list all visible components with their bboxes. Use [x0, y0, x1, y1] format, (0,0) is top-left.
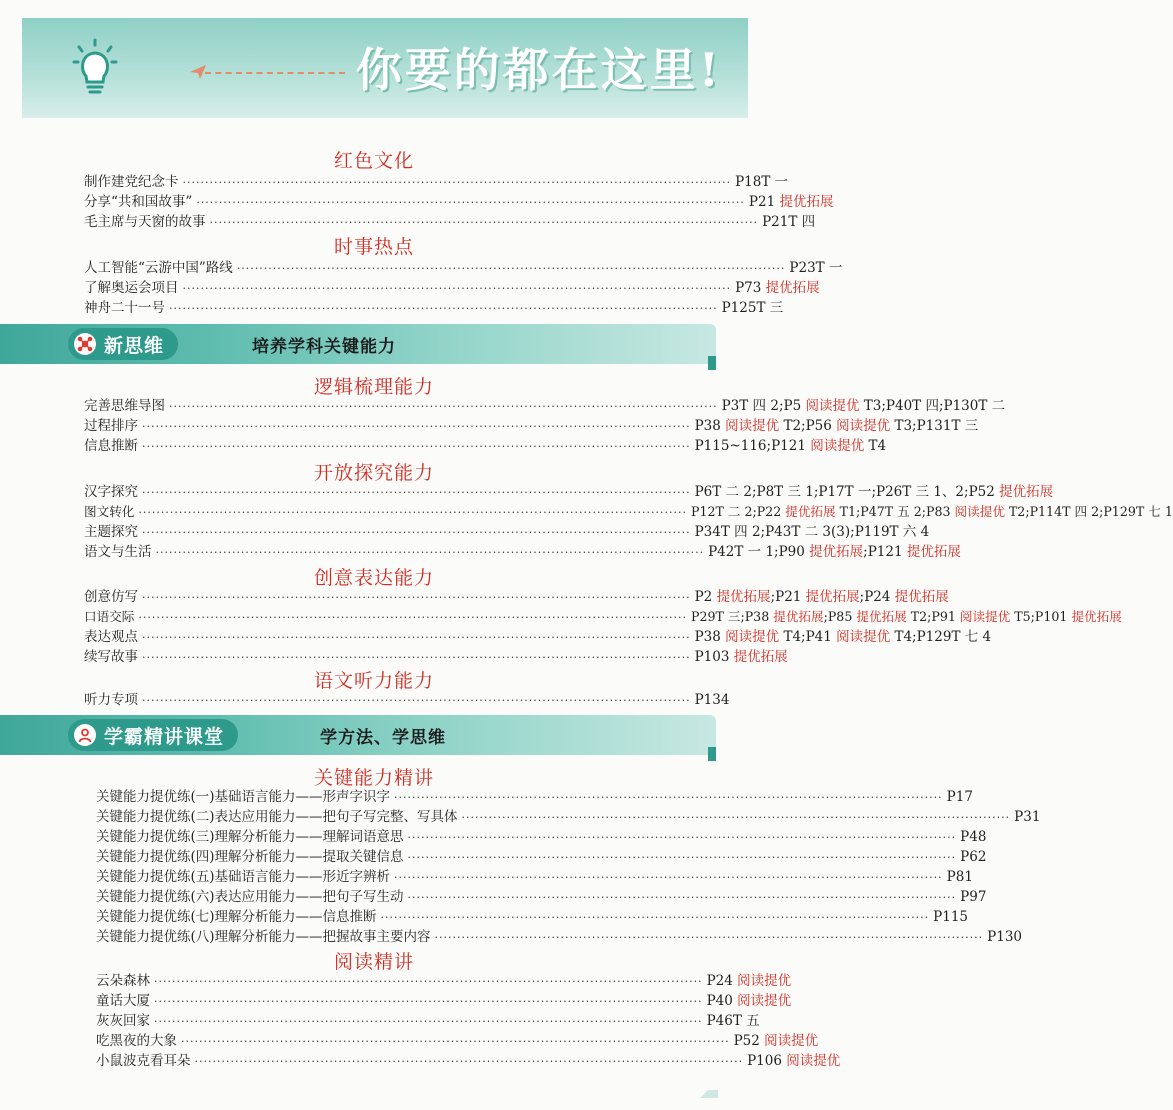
row-label: 神舟二十一号 [84, 300, 165, 316]
row-ref: P23T 一 [789, 260, 843, 276]
ref-text: T2;P114T 四 2;P129T 七 1 [1004, 504, 1173, 519]
leader-dots: ·························································································································· [142, 651, 691, 664]
leader-dots: ·························································································································· [380, 911, 930, 924]
corner-decoration [700, 1080, 718, 1098]
toc-row[interactable] [84, 172, 789, 192]
ref-tag: 提优拓展 [894, 589, 949, 605]
ref-text: P12T 二 2;P22 [690, 504, 786, 519]
row-ref: P48 [960, 829, 987, 845]
leader-dots: ·························································································································· [182, 282, 732, 295]
ref-tag: 提优拓展 [805, 589, 860, 605]
toc-row[interactable] [84, 416, 979, 436]
row-label: 制作建党纪念卡 [84, 174, 179, 190]
toc-row[interactable] [84, 522, 930, 542]
toc-row[interactable] [84, 212, 816, 232]
row-label: 表达观点 [84, 629, 138, 645]
leader-dots: ·························································································································· [142, 591, 691, 604]
ref-tag: 阅读提优 [836, 418, 891, 434]
leader-dots: ·························································································································· [196, 196, 745, 209]
row-label: 人工智能“云游中国”路线 [84, 260, 233, 276]
toc-row[interactable] [96, 927, 1022, 947]
banner-title: 你要的都在这里! [355, 43, 722, 97]
row-ref: P24 [706, 973, 733, 989]
leader-dots: ·························································································································· [169, 302, 718, 315]
leader-dots: ·························································································································· [407, 891, 957, 904]
ref-tag: 提优拓展 [809, 544, 864, 560]
toc-row[interactable] [84, 482, 1054, 502]
section-title-shishi: 时事热点 [333, 236, 414, 258]
row-label: 毛主席与天窗的故事 [84, 214, 206, 230]
leader-dots: ·························································································································· [394, 871, 943, 884]
ref-tag: 提优拓展 [733, 649, 788, 665]
dashed-trail [205, 72, 345, 74]
leader-dots: ·························································································································· [142, 420, 691, 433]
row-label: 分享“共和国故事” [84, 194, 193, 210]
toc-row[interactable] [96, 1011, 760, 1031]
row-label: 小鼠波克看耳朵 [96, 1053, 191, 1069]
top-banner [0, 0, 748, 118]
row-label: 创意仿写 [84, 589, 138, 605]
row-label: 云朵森林 [96, 973, 150, 989]
row-label: 主题探究 [84, 524, 138, 540]
ref-tag: 阅读提优 [836, 629, 891, 645]
row-ref: P73 [735, 280, 762, 296]
toc-row[interactable] [84, 690, 730, 710]
section-title-guanjian: 关键能力精讲 [313, 767, 434, 789]
toc-row[interactable] [96, 807, 1041, 827]
toc-row[interactable] [96, 827, 987, 847]
section-band-xueba [0, 715, 716, 755]
row-ref: P106 [747, 1053, 782, 1069]
toc-row[interactable] [96, 991, 792, 1011]
ref-tag: 阅读提优 [954, 504, 1005, 519]
row-ref: P125T 三 [721, 300, 784, 316]
ref-text: T2;P91 [906, 609, 960, 624]
toc-row[interactable] [96, 1051, 841, 1071]
leader-dots: ·························································································································· [142, 440, 691, 453]
toc-row[interactable] [84, 396, 1006, 416]
row-ref: P17 [946, 789, 973, 805]
row-ref: P40 [706, 993, 733, 1009]
leader-dots: ·························································································································· [154, 1015, 703, 1028]
row-ref: P81 [946, 869, 973, 885]
row-tag: 提优拓展 [765, 280, 820, 296]
row-label: 图文转化 [84, 504, 135, 519]
row-label: 关键能力提优练(三)理解分析能力——理解词语意思 [96, 829, 404, 845]
toc-row[interactable] [96, 887, 987, 907]
row-label: 关键能力提优练(七)理解分析能力——信息推断 [96, 909, 377, 925]
leader-dots: ·························································································································· [394, 791, 943, 804]
leader-dots: ·························································································································· [182, 176, 732, 189]
ref-text: P38 [694, 629, 726, 645]
section-title-hongse: 红色文化 [333, 150, 414, 172]
toc-row[interactable] [84, 278, 820, 298]
ref-text: P115~116;P121 [694, 438, 811, 454]
ref-text: P42T 一 1;P90 [708, 544, 810, 560]
row-label: 关键能力提优练(六)表达应用能力——把句子写生动 [96, 889, 404, 905]
row-ref: P21 [748, 194, 776, 210]
ref-text: P2 [694, 589, 717, 605]
toc-row[interactable] [96, 787, 973, 807]
row-label: 关键能力提优练(五)基础语言能力——形近字辨析 [96, 869, 391, 885]
row-tag: 阅读提优 [737, 973, 792, 989]
row-label: 童话大厦 [96, 993, 150, 1009]
ref-tag: 阅读提优 [959, 609, 1011, 624]
leader-dots: ·························································································································· [194, 1055, 744, 1068]
ref-text: ;P24 [859, 589, 895, 605]
ref-text: T3;P131T 三 [890, 418, 979, 434]
ref-tag: 提优拓展 [785, 504, 836, 519]
ref-text: T4;P129T 七 4 [890, 629, 992, 645]
ref-text: P103 [694, 649, 734, 665]
ref-text: ;P121 [863, 544, 907, 560]
section-title-kaifang: 开放探究能力 [313, 462, 434, 484]
leader-dots: ·························································································································· [236, 262, 786, 275]
ref-text: T4 [864, 438, 887, 454]
row-label: 口语交际 [84, 609, 135, 624]
row-label: 汉字探究 [84, 484, 138, 500]
lightbulb-icon [72, 38, 118, 98]
ref-tag: 提优拓展 [856, 609, 907, 624]
row-ref: P97 [960, 889, 987, 905]
row-label: 信息推断 [84, 438, 138, 454]
ref-tag: 提优拓展 [999, 484, 1054, 500]
row-ref: P46T 五 [706, 1013, 760, 1029]
section-title-chuangyi: 创意表达能力 [313, 567, 434, 589]
toc-row[interactable] [96, 847, 987, 867]
toc-row[interactable] [96, 1031, 819, 1051]
band-pill [68, 328, 178, 360]
row-ref: P31 [1014, 809, 1041, 825]
toc-row[interactable] [84, 627, 992, 647]
row-tag: 提优拓展 [779, 194, 834, 210]
ref-tag: 阅读提优 [725, 629, 780, 645]
ref-text: P38 [694, 418, 726, 434]
band-tab [708, 747, 716, 761]
row-ref: P18T 一 [735, 174, 789, 190]
row-label: 关键能力提优练(一)基础语言能力——形声字识字 [96, 789, 391, 805]
ref-text: ;P21 [770, 589, 806, 605]
section-title-luoji: 逻辑梳理能力 [313, 376, 434, 398]
band-pill-label: 新思维 [104, 334, 165, 357]
leader-dots: ·························································································································· [142, 694, 691, 707]
toc-row[interactable] [84, 258, 843, 278]
band-pill [68, 719, 238, 751]
ref-tag: 阅读提优 [725, 418, 780, 434]
band-subtitle: 学方法、学思维 [320, 728, 446, 748]
ref-tag: 阅读提优 [810, 438, 865, 454]
ref-tag: 提优拓展 [906, 544, 961, 560]
leader-dots: ·························································································································· [407, 851, 957, 864]
section-title-yuedu: 阅读精讲 [333, 951, 414, 973]
leader-dots: ·························································································································· [407, 831, 957, 844]
leader-dots: ·························································································································· [181, 1035, 730, 1048]
leader-dots: ·························································································································· [169, 400, 718, 413]
leader-dots: ·························································································································· [142, 526, 691, 539]
toc-row[interactable] [84, 192, 834, 212]
row-ref: P130 [987, 929, 1022, 945]
leader-dots: ·························································································································· [142, 486, 691, 499]
toc-row[interactable] [84, 587, 949, 607]
leader-dots: ·························································································································· [138, 611, 687, 624]
toc-row[interactable] [96, 867, 973, 887]
leader-dots: ·························································································································· [138, 506, 687, 519]
row-label: 语文与生活 [84, 544, 152, 560]
leader-dots: ·························································································································· [434, 931, 984, 944]
leader-dots: ·························································································································· [154, 995, 703, 1008]
ref-text: P6T 二 2;P8T 三 1;P17T 一;P26T 三 1、2;P52 [694, 484, 1000, 500]
leader-dots: ·························································································································· [209, 216, 759, 229]
row-label: 关键能力提优练(二)表达应用能力——把句子写完整、写具体 [96, 809, 458, 825]
row-label: 完善思维导图 [84, 398, 165, 414]
toc-row[interactable] [84, 436, 887, 456]
toc-row[interactable] [84, 607, 1122, 627]
ref-text: P3T 四 2;P5 [721, 398, 806, 414]
row-label: 听力专项 [84, 692, 138, 708]
row-ref: P62 [960, 849, 987, 865]
ref-tag: 提优拓展 [716, 589, 771, 605]
row-ref: P21T 四 [762, 214, 816, 230]
section-band-xinsiwei [0, 324, 716, 364]
section-title-tingli: 语文听力能力 [313, 670, 434, 692]
row-label: 关键能力提优练(八)理解分析能力——把握故事主要内容 [96, 929, 431, 945]
band-pill-label: 学霸精讲课堂 [104, 725, 225, 748]
ref-tag: 提优拓展 [773, 609, 824, 624]
row-tag: 阅读提优 [764, 1033, 819, 1049]
person-icon [74, 724, 96, 746]
band-tab [708, 356, 716, 370]
row-label: 关键能力提优练(四)理解分析能力——提取关键信息 [96, 849, 404, 865]
row-tag: 阅读提优 [737, 993, 792, 1009]
row-label: 了解奥运会项目 [84, 280, 179, 296]
ref-text: T1;P47T 五 2;P83 [835, 504, 955, 519]
toc-row[interactable] [84, 647, 788, 667]
toc-row[interactable] [84, 502, 1173, 522]
ref-text: P134 [694, 692, 730, 708]
leader-dots: ·························································································································· [142, 631, 691, 644]
row-ref: P52 [733, 1033, 760, 1049]
leader-dots: ·························································································································· [155, 546, 705, 559]
row-label: 吃黑夜的大象 [96, 1033, 177, 1049]
toc-row[interactable] [84, 298, 784, 318]
leader-dots: ·························································································································· [154, 975, 703, 988]
ref-text: T5;P101 [1010, 609, 1072, 624]
row-tag: 阅读提优 [786, 1053, 841, 1069]
row-label: 过程排序 [84, 418, 138, 434]
band-subtitle: 培养学科关键能力 [252, 337, 396, 357]
ref-text: T4;P41 [779, 629, 837, 645]
ref-text: P29T 三;P38 [690, 609, 774, 624]
ref-text: ;P85 [823, 609, 857, 624]
ref-tag: 提优拓展 [1071, 609, 1122, 624]
ref-text: P34T 四 2;P43T 二 3(3);P119T 六 4 [694, 524, 930, 540]
leader-dots: ·························································································································· [461, 811, 1011, 824]
ref-tag: 阅读提优 [805, 398, 860, 414]
ref-text: T2;P56 [779, 418, 837, 434]
row-ref: P115 [933, 909, 968, 925]
toc-row[interactable] [96, 971, 792, 991]
ref-text: T3;P40T 四;P130T 二 [859, 398, 1006, 414]
toc-row[interactable] [96, 907, 968, 927]
row-label: 续写故事 [84, 649, 138, 665]
row-label: 灰灰回家 [96, 1013, 150, 1029]
toc-row[interactable] [84, 542, 961, 562]
network-icon [74, 333, 96, 355]
